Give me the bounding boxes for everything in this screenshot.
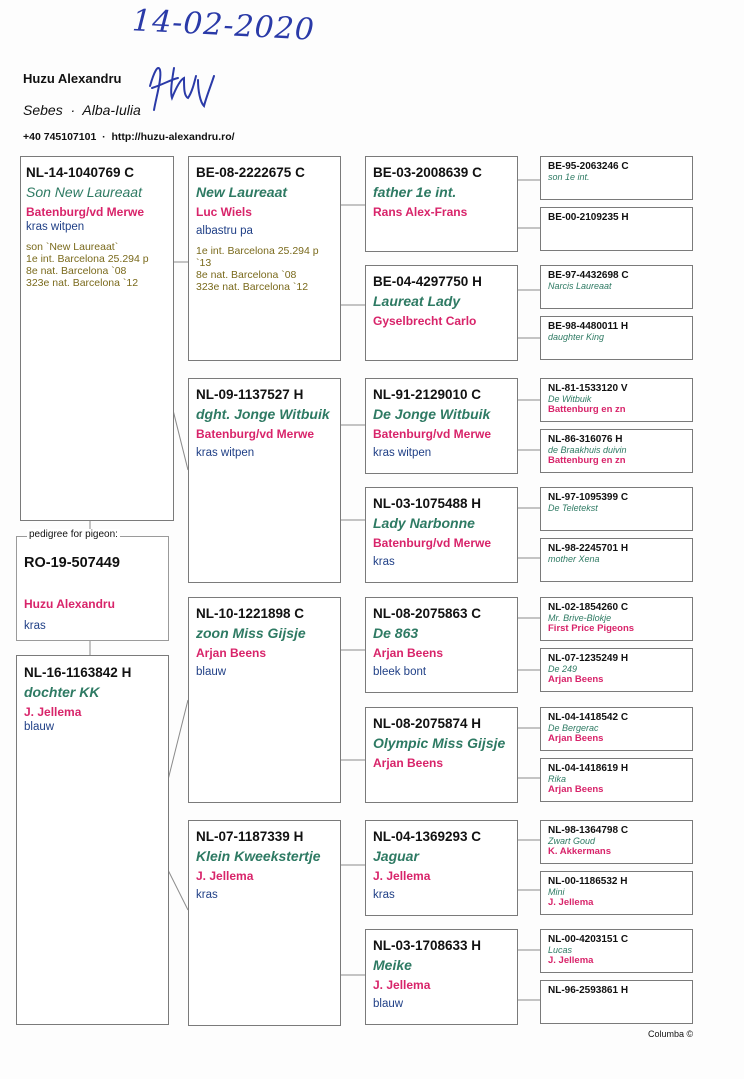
ggg-parent-card — [540, 597, 693, 641]
great-grandparent-owner: Batenburg/vd Merwe — [373, 536, 492, 550]
grandparent-card — [188, 156, 341, 361]
subject-owner: Huzu Alexandru — [24, 597, 115, 611]
ggg-parent-name: daughter King — [548, 332, 605, 342]
ggg-parent-name: De Witbuik — [548, 394, 592, 404]
ggg-parent-ring: BE-97-4432698 C — [548, 270, 629, 281]
great-grandparent-card — [365, 597, 518, 693]
grandparent-card — [188, 378, 341, 583]
father-note: 8e nat. Barcelona `08 — [26, 265, 127, 277]
handwritten-date: 14-02-2020 — [131, 3, 316, 48]
ggg-parent-name: de Braakhuis duivin — [548, 445, 627, 455]
great-grandparent-card — [365, 929, 518, 1025]
ggg-parent-owner: J. Jellema — [548, 897, 594, 908]
great-grandparent-card — [365, 707, 518, 803]
ggg-parent-owner: Arjan Beens — [548, 733, 604, 744]
great-grandparent-card — [365, 265, 518, 361]
ggg-parent-owner: First Price Pigeons — [548, 623, 635, 634]
father-ring: NL-14-1040769 C — [26, 165, 135, 180]
great-grandparent-name: Meike — [373, 957, 412, 973]
ggg-parent-ring: NL-04-1418542 C — [548, 712, 629, 723]
grandparent-name: Klein Kweekstertje — [196, 848, 321, 864]
ggg-parent-card — [540, 316, 693, 360]
breeder-contact: +40 745107101 · http://huzu-alexandru.ro/ — [23, 131, 235, 143]
mother-name: dochter KK — [24, 684, 100, 700]
ggg-parent-ring: NL-81-1533120 V — [548, 383, 628, 394]
grandparent-note: 1e int. Barcelona 25.294 p — [196, 245, 319, 257]
breeder-name: Huzu Alexandru — [23, 71, 122, 86]
footer-credit: Columba © — [648, 1029, 694, 1039]
grandparent-ring: NL-09-1137527 H — [196, 387, 304, 402]
great-grandparent-ring: NL-04-1369293 C — [373, 829, 482, 844]
breeder-location: Sebes · Alba-Iulia — [23, 102, 141, 118]
mother-ring: NL-16-1163842 H — [24, 665, 132, 680]
great-grandparent-owner: Gyselbrecht Carlo — [373, 314, 477, 328]
grandparent-note: 323e nat. Barcelona `12 — [196, 281, 309, 293]
grandparent-color: albastru pa — [196, 225, 253, 237]
ggg-parent-ring: NL-07-1235249 H — [548, 653, 629, 664]
ggg-parent-name: De Teletekst — [548, 503, 598, 513]
ggg-parent-owner: Arjan Beens — [548, 674, 604, 685]
mother-color: blauw — [24, 721, 55, 733]
subject-color: kras — [24, 620, 46, 632]
great-grandparent-name: father 1e int. — [373, 184, 457, 200]
ggg-parent-name: son 1e int. — [548, 172, 590, 182]
ggg-parent-owner: Arjan Beens — [548, 784, 604, 795]
grandparent-owner: Arjan Beens — [196, 646, 267, 660]
great-grandparent-color: kras witpen — [373, 447, 432, 459]
ggg-parent-card — [540, 929, 693, 973]
ggg-parent-card — [540, 758, 693, 802]
ggg-parent-card — [540, 707, 693, 751]
ggg-parent-ring: NL-00-1186532 H — [548, 876, 628, 887]
ggg-parent-card — [540, 265, 693, 309]
great-grandparent-ring: NL-08-2075874 H — [373, 716, 482, 731]
ggg-parent-name: mother Xena — [548, 554, 600, 564]
great-grandparent-card — [365, 156, 518, 252]
grandparent-color: kras — [196, 889, 218, 901]
father-name: Son New Laureaat — [26, 184, 142, 200]
ggg-parent-card — [540, 820, 693, 864]
great-grandparent-color: kras — [373, 556, 395, 568]
ggg-parent-card — [540, 378, 693, 422]
ggg-parent-ring: NL-00-4203151 C — [548, 934, 629, 945]
ggg-parent-ring: NL-97-1095399 C — [548, 492, 629, 503]
ggg-parent-owner: Battenburg en zn — [548, 455, 626, 466]
great-grandparent-ring: NL-91-2129010 C — [373, 387, 482, 402]
ggg-parent-ring: NL-04-1418619 H — [548, 763, 629, 774]
grandparent-owner: Batenburg/vd Merwe — [196, 427, 315, 441]
great-grandparent-name: Olympic Miss Gijsje — [373, 735, 506, 751]
great-grandparent-owner: J. Jellema — [373, 869, 431, 883]
ggg-parent-ring: BE-00-2109235 H — [548, 212, 629, 223]
ggg-parent-owner: K. Akkermans — [548, 846, 612, 857]
ggg-parent-card — [540, 207, 693, 251]
great-grandparent-name: Laureat Lady — [373, 293, 461, 309]
subject-caption: pedigree for pigeon: — [29, 529, 118, 540]
mother-owner: J. Jellema — [24, 705, 82, 719]
subject-card — [16, 529, 169, 641]
ggg-parent-ring: NL-96-2593861 H — [548, 985, 629, 996]
ggg-parent-ring: BE-95-2063246 C — [548, 161, 629, 172]
grandparent-name: dght. Jonge Witbuik — [196, 406, 330, 422]
ggg-parent-ring: NL-98-2245701 H — [548, 543, 629, 554]
ggg-parent-name: Mr. Brive-Blokje — [548, 613, 612, 623]
great-grandparent-owner: Batenburg/vd Merwe — [373, 427, 492, 441]
father-note: 1e int. Barcelona 25.294 p — [26, 253, 149, 265]
mother-card — [16, 655, 169, 1025]
ggg-parent-ring: NL-02-1854260 C — [548, 602, 629, 613]
great-grandparent-name: De Jonge Witbuik — [373, 406, 491, 422]
ggg-parent-owner: Battenburg en zn — [548, 404, 626, 415]
ggg-parent-card — [540, 429, 693, 473]
great-grandparent-card — [365, 820, 518, 916]
great-grandparent-ring: BE-03-2008639 C — [373, 165, 482, 180]
grandparent-name: New Laureaat — [196, 184, 288, 200]
great-grandparent-name: Jaguar — [373, 848, 419, 864]
ggg-parent-name: Rika — [548, 774, 567, 784]
great-grandparent-color: blauw — [373, 998, 404, 1010]
ggg-parent-card — [540, 871, 693, 915]
ggg-parent-name: Narcis Laureaat — [548, 281, 612, 291]
ggg-parent-card — [540, 156, 693, 200]
subject-ring: RO-19-507449 — [24, 555, 120, 571]
ggg-parent-card — [540, 487, 693, 531]
ggg-parent-card — [540, 538, 693, 582]
great-grandparent-ring: NL-03-1075488 H — [373, 496, 482, 511]
father-note: son `New Laureaat` — [26, 241, 119, 253]
grandparent-name: zoon Miss Gijsje — [196, 625, 306, 641]
ggg-parent-ring: NL-98-1364798 C — [548, 825, 629, 836]
ggg-parent-name: Zwart Goud — [548, 836, 596, 846]
father-color: kras witpen — [26, 221, 85, 233]
grandparent-card — [188, 820, 341, 1026]
great-grandparent-card — [365, 378, 518, 474]
ggg-parent-card — [540, 980, 693, 1024]
great-grandparent-color: kras — [373, 889, 395, 901]
ggg-parent-ring: BE-98-4480011 H — [548, 321, 629, 332]
great-grandparent-name: Lady Narbonne — [373, 515, 475, 531]
ggg-parent-owner: J. Jellema — [548, 955, 594, 966]
great-grandparent-owner: Rans Alex-Frans — [373, 205, 468, 219]
grandparent-color: kras witpen — [196, 447, 255, 459]
grandparent-owner: J. Jellema — [196, 869, 254, 883]
ggg-parent-name: Lucas — [548, 945, 573, 955]
grandparent-ring: NL-10-1221898 C — [196, 606, 305, 621]
great-grandparent-owner: J. Jellema — [373, 978, 431, 992]
grandparent-note: `13 — [196, 257, 212, 269]
great-grandparent-ring: BE-04-4297750 H — [373, 274, 482, 289]
grandparent-owner: Luc Wiels — [196, 205, 252, 219]
great-grandparent-color: bleek bont — [373, 666, 427, 678]
ggg-parent-name: Mini — [548, 887, 565, 897]
great-grandparent-ring: NL-03-1708633 H — [373, 938, 482, 953]
ggg-parent-name: De 249 — [548, 664, 578, 674]
grandparent-ring: BE-08-2222675 C — [196, 165, 305, 180]
great-grandparent-owner: Arjan Beens — [373, 646, 444, 660]
great-grandparent-owner: Arjan Beens — [373, 756, 444, 770]
father-owner: Batenburg/vd Merwe — [26, 205, 145, 219]
grandparent-note: 8e nat. Barcelona `08 — [196, 269, 297, 281]
father-card — [20, 156, 174, 521]
ggg-parent-name: De Bergerac — [548, 723, 599, 733]
ggg-parent-card — [540, 648, 693, 692]
ggg-parent-ring: NL-86-316076 H — [548, 434, 623, 445]
grandparent-color: blauw — [196, 666, 227, 678]
grandparent-card — [188, 597, 341, 803]
father-note: 323e nat. Barcelona `12 — [26, 277, 139, 289]
great-grandparent-ring: NL-08-2075863 C — [373, 606, 482, 621]
great-grandparent-card — [365, 487, 518, 583]
grandparent-ring: NL-07-1187339 H — [196, 829, 304, 844]
great-grandparent-name: De 863 — [373, 625, 419, 641]
